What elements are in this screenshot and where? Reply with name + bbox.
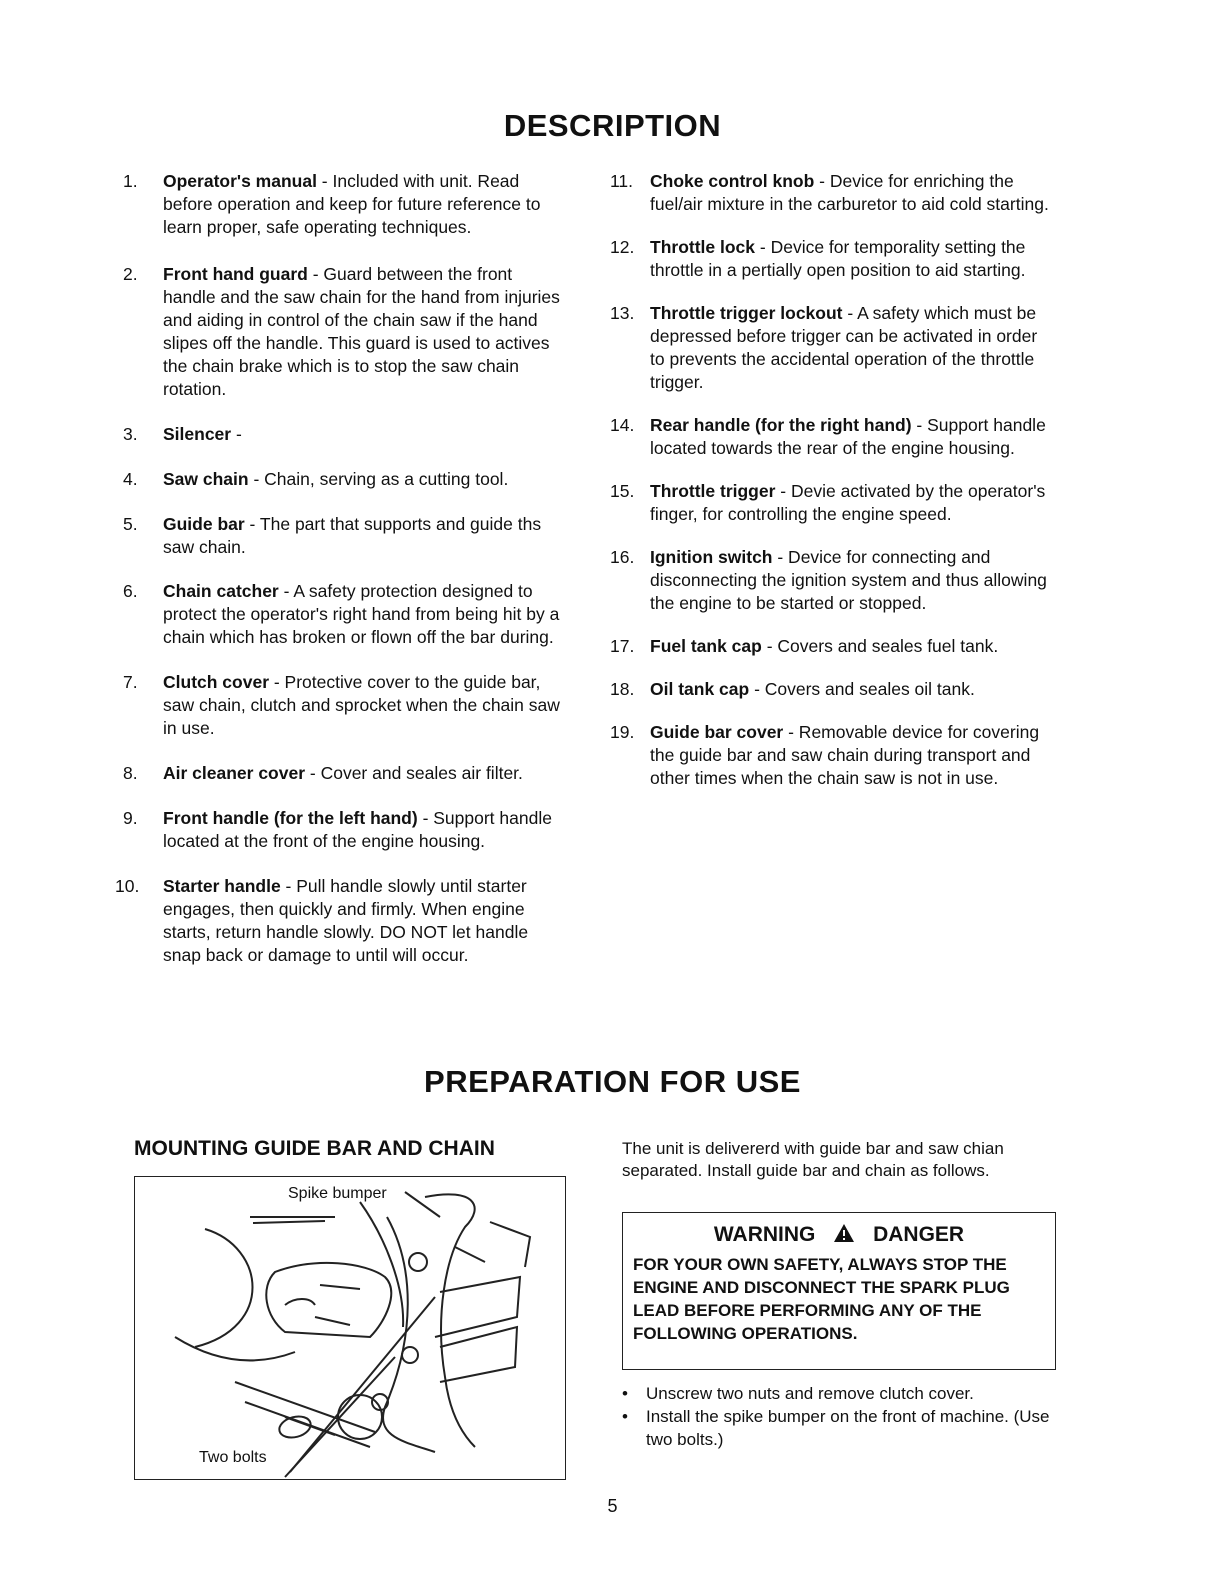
list-item: 16. Ignition switch - Device for connecting and disconnecting the ignition system and thus allowing the engine to be started or stopped. xyxy=(610,547,1047,613)
list-item: • Install the spike bumper on the front of machine. (Use two bolts.) xyxy=(622,1407,1050,1449)
description-heading: DESCRIPTION xyxy=(503,108,722,143)
steps-list xyxy=(622,1382,1052,1451)
list-item: 9. Front handle (for the left hand) - Support handle located at the front of the engine housing. xyxy=(123,808,552,851)
list-item: 2. Front hand guard - Guard between the front handle and the saw chain for the hand from injuries and aiding in control of the chain saw if the hand slipes off the handle. This guard is used to actives the chain brake which is to stop the saw chain rotation. xyxy=(123,264,560,399)
mounting-subheading: MOUNTING GUIDE BAR AND CHAIN xyxy=(134,1137,495,1160)
list-item: 13. Throttle trigger lockout - A safety which must be depressed before trigger can be activated in order to prevents the accidental operation of the throttle trigger. xyxy=(610,303,1038,392)
bullet-icon: • xyxy=(622,1384,628,1403)
mounting-figure xyxy=(134,1176,566,1480)
list-item: 1. Operator's manual - Included with unit. Read before operation and keep for future reference to learn proper, safe operating techniques. xyxy=(123,171,541,237)
list-item: 12. Throttle lock - Device for temporality setting the throttle in a pertially open position to aid starting. xyxy=(610,237,1026,280)
list-item: 11. Choke control knob - Device for enriching the fuel/air mixture in the carburetor to aid cold starting. xyxy=(610,171,1049,214)
list-item: 4. Saw chain - Chain, serving as a cutting tool. xyxy=(123,469,509,489)
list-item: • Unscrew two nuts and remove clutch cover. xyxy=(622,1384,974,1403)
warning-box xyxy=(622,1212,1056,1370)
list-item: 19. Guide bar cover - Removable device for covering the guide bar and saw chain during transport and other times when the chain saw is not in use. xyxy=(610,722,1040,788)
two-bolts-label: Two bolts xyxy=(199,1449,267,1466)
list-item: 6. Chain catcher - A safety protection designed to protect the operator's right hand from being hit by a chain which has broken or flown off the bar during. xyxy=(123,581,560,647)
description-left-column xyxy=(115,170,568,967)
list-item: 15. Throttle trigger - Devie activated by the operator's finger, for controlling the engine speed. xyxy=(610,481,1046,524)
warning-title: WARNING DANGER xyxy=(713,1223,965,1246)
spike-bumper-label: Spike bumper xyxy=(288,1185,387,1202)
chainsaw-illustration xyxy=(135,1177,567,1481)
preparation-heading: PREPARATION FOR USE xyxy=(424,1064,801,1099)
list-item: 18. Oil tank cap - Covers and seales oil tank. xyxy=(610,679,975,699)
warning-triangle-icon xyxy=(833,1223,855,1243)
list-item: 7. Clutch cover - Protective cover to the guide bar, saw chain, clutch and sprocket when the chain saw in use. xyxy=(123,672,560,738)
list-item: 5. Guide bar - The part that supports and guide ths saw chain. xyxy=(123,514,542,557)
mounting-intro: The unit is delivererd with guide bar and saw chian separated. Install guide bar and chain as follows. xyxy=(622,1139,1004,1180)
bullet-icon: • xyxy=(622,1407,628,1426)
list-item: 14. Rear handle (for the right hand) - Support handle located towards the rear of the engine housing. xyxy=(610,415,1046,458)
warning-body: FOR YOUR OWN SAFETY, ALWAYS STOP THE ENGINE AND DISCONNECT THE SPARK PLUG LEAD BEFORE PERFORMING ANY OF THE FOLLOWING OPERATIONS. xyxy=(633,1255,1010,1343)
list-item: 3. Silencer - xyxy=(123,424,242,444)
description-right-column xyxy=(610,170,1050,790)
list-item: 17. Fuel tank cap - Covers and seales fuel tank. xyxy=(610,636,999,656)
list-item: 8. Air cleaner cover - Cover and seales air filter. xyxy=(123,763,523,783)
page-number: 5 xyxy=(607,1496,618,1516)
list-item: 10. Starter handle - Pull handle slowly until starter engages, then quickly and firmly. When engine starts, return handle slowly. DO NOT let handle snap back or damage to until will occur. xyxy=(115,876,529,965)
